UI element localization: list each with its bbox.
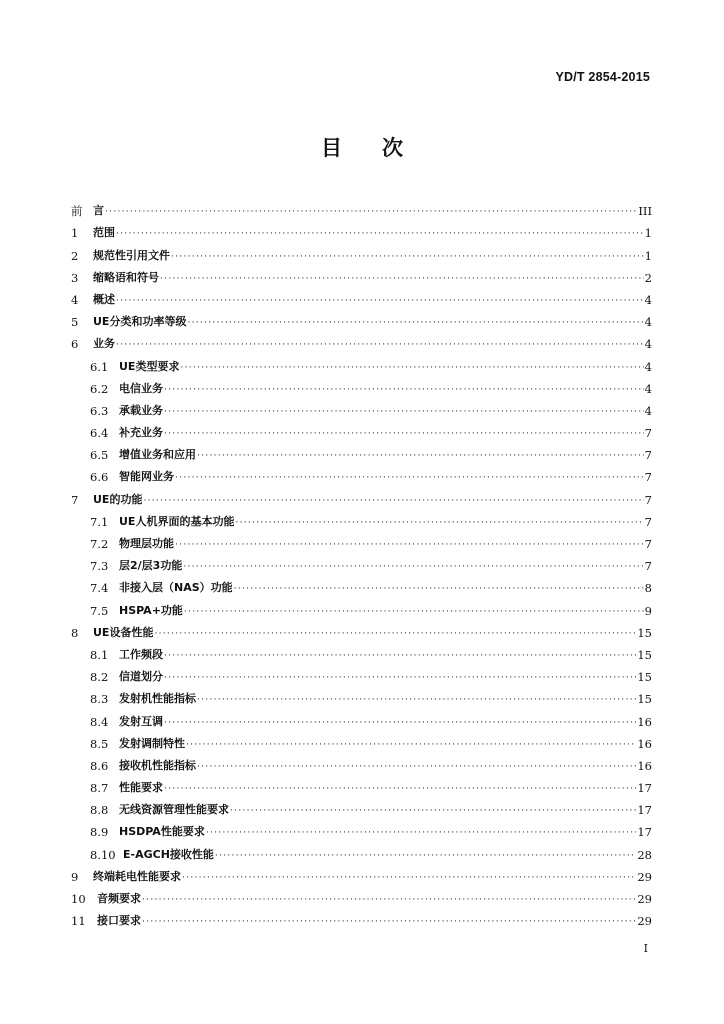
toc-entry-number: 8 [71, 625, 79, 640]
toc-entry-page: 7 [644, 514, 652, 529]
toc-dot-leader [160, 273, 644, 285]
page-title [0, 132, 724, 162]
toc-entry-title: 发射调制特性 [119, 736, 185, 750]
toc-dot-leader [175, 472, 644, 484]
toc-subentry[interactable] [71, 773, 652, 795]
toc-dot-leader [154, 628, 636, 640]
toc-entry-page: 2 [644, 270, 652, 285]
toc-entry-number: 7.4 [90, 581, 109, 596]
toc-entry-title: UE设备性能 [93, 625, 154, 639]
toc-entry-title: UE类型要求 [119, 359, 180, 373]
page-title-right: 次 [382, 136, 403, 160]
toc-entry-title: 业务 [93, 337, 115, 351]
toc-entry-page: 15 [637, 625, 652, 640]
toc-entry[interactable] [71, 285, 652, 307]
toc-dot-leader [197, 450, 644, 462]
toc-entry-page: 16 [637, 736, 652, 751]
toc-entry-title: 言 [93, 204, 104, 218]
toc-entry[interactable] [71, 329, 652, 351]
toc-entry-page: 7 [644, 559, 652, 574]
toc-dot-leader [164, 783, 636, 795]
toc-dot-leader [164, 650, 636, 662]
toc-entry-title: UE人机界面的基本功能 [119, 514, 235, 528]
toc-subentry[interactable] [71, 396, 652, 418]
toc-subentry[interactable] [71, 351, 652, 373]
toc-entry-number: 7.1 [90, 514, 109, 529]
toc-entry-number: 前 [71, 204, 83, 219]
toc-dot-leader [234, 583, 644, 595]
toc-subentry[interactable] [71, 751, 652, 773]
toc-entry-title: 电信业务 [119, 381, 163, 395]
toc-dot-leader [164, 428, 644, 440]
toc-entry-title: 信道划分 [119, 670, 163, 684]
toc-entry[interactable] [71, 884, 652, 906]
toc-dot-leader [143, 495, 643, 507]
page-title-left: 目 [321, 136, 342, 160]
toc-entry-number: 1 [71, 226, 79, 241]
toc-dot-leader [175, 539, 644, 551]
toc-entry-title: 工作频段 [119, 647, 163, 661]
toc-entry-number: 8.2 [90, 670, 109, 685]
toc-dot-leader [164, 384, 644, 396]
toc-entry-number: 7 [71, 492, 79, 507]
toc-subentry[interactable] [71, 729, 652, 751]
toc-dot-leader [187, 317, 643, 329]
toc-entry-number: 11 [71, 914, 86, 929]
toc-entry-page: 7 [644, 426, 652, 441]
toc-subentry[interactable] [71, 662, 652, 684]
toc-entry-title: 规范性引用文件 [93, 248, 170, 262]
toc-entry-page: 17 [637, 825, 652, 840]
toc-entry-number: 2 [71, 248, 79, 263]
toc-subentry[interactable] [71, 706, 652, 728]
toc-dot-leader [197, 694, 636, 706]
toc-dot-leader [184, 606, 644, 618]
page-number: I [643, 942, 648, 955]
toc-subentry[interactable] [71, 839, 652, 861]
toc-entry-number: 8.7 [90, 781, 109, 796]
toc-entry-title: 性能要求 [119, 781, 163, 795]
toc-entry-number: 8.10 [90, 847, 116, 862]
toc-entry[interactable] [71, 307, 652, 329]
toc-entry-number: 6.5 [90, 448, 109, 463]
toc-entry-number: 10 [71, 892, 86, 906]
toc-dot-leader [171, 251, 644, 263]
toc-entry-page: 8 [644, 581, 652, 596]
toc-dot-leader [116, 339, 644, 351]
toc-entry-page: 4 [644, 381, 652, 396]
toc-entry[interactable] [71, 240, 652, 262]
toc-entry-page: 4 [644, 403, 652, 418]
toc-dot-leader [105, 206, 637, 218]
toc-entry-title: UE的功能 [93, 492, 143, 506]
toc-entry-number: 5 [71, 315, 79, 330]
toc-entry-page: 16 [637, 714, 652, 729]
toc-entry-page: 29 [637, 892, 652, 906]
toc-entry-title: 承载业务 [119, 403, 163, 417]
toc-entry-number: 3 [71, 270, 79, 285]
toc-entry-title: 发射机性能指标 [119, 692, 196, 706]
toc-entry-page: 4 [644, 315, 652, 330]
toc-subentry[interactable] [71, 640, 652, 662]
toc-dot-leader [183, 561, 643, 573]
toc-dot-leader [180, 362, 643, 374]
toc-subentry[interactable] [71, 418, 652, 440]
toc-entry-page: 28 [637, 847, 652, 862]
toc-entry-page: 15 [637, 647, 652, 662]
toc-entry-number: 7.5 [90, 603, 109, 618]
toc-entry-page: 17 [637, 803, 652, 818]
toc-entry-number: 8.5 [90, 736, 109, 751]
toc-entry-page: 4 [644, 337, 652, 352]
toc-entry-title: 物理层功能 [119, 537, 174, 550]
toc-entry-page: 29 [637, 869, 652, 884]
toc-entry-title: 层2/层3功能 [119, 559, 183, 573]
toc-entry-number: 9 [71, 869, 79, 884]
toc-dot-leader [215, 850, 636, 862]
toc-entry-number: 6.1 [90, 359, 109, 374]
toc-entry-title: 非接入层（NAS）功能 [119, 581, 233, 595]
toc-entry-title: 概述 [93, 292, 115, 306]
toc-dot-leader [164, 406, 644, 418]
toc-entry-title: 智能网业务 [119, 470, 174, 484]
toc-entry-title: 范围 [93, 226, 115, 240]
toc-entry-page: 7 [644, 448, 652, 463]
toc-dot-leader [197, 761, 636, 773]
toc-entry-title: UE分类和功率等级 [93, 315, 187, 329]
toc-entry-page: 15 [637, 692, 652, 707]
toc-subentry[interactable] [71, 374, 652, 396]
toc-entry[interactable] [71, 862, 652, 884]
toc-entry[interactable] [71, 484, 652, 506]
toc-dot-leader [142, 894, 636, 906]
toc-entry-number: 6.6 [90, 470, 109, 485]
toc-entry-number: 8.1 [90, 647, 109, 662]
toc-subentry[interactable] [71, 507, 652, 529]
toc-subentry[interactable] [71, 551, 652, 573]
toc-entry-title: 接收机性能指标 [119, 758, 196, 772]
toc-subentry[interactable] [71, 529, 652, 551]
toc-entry-page: 4 [644, 359, 652, 374]
toc-entry-title: 补充业务 [119, 426, 163, 440]
toc-entry[interactable] [71, 263, 652, 285]
toc-dot-leader [116, 228, 644, 240]
toc-entry-page: 7 [644, 537, 652, 551]
table-of-contents [71, 196, 652, 928]
toc-entry-number: 6.4 [90, 426, 109, 441]
toc-entry[interactable] [71, 618, 652, 640]
toc-entry-number: 7.3 [90, 559, 109, 574]
toc-dot-leader [186, 739, 636, 751]
toc-entry[interactable] [71, 218, 652, 240]
toc-entry-page: III [638, 204, 652, 219]
toc-entry-title: 发射互调 [119, 714, 163, 728]
toc-subentry[interactable] [71, 462, 652, 484]
toc-entry-page: 29 [637, 914, 652, 929]
toc-subentry[interactable] [71, 684, 652, 706]
toc-dot-leader [182, 872, 636, 884]
toc-entry-number: 8.8 [90, 803, 109, 818]
toc-entry-title: 增值业务和应用 [119, 448, 196, 462]
toc-entry-page: 15 [637, 670, 652, 685]
toc-entry-title: 音频要求 [97, 892, 141, 905]
toc-entry-page: 9 [644, 603, 652, 618]
toc-entry-number: 8.3 [90, 692, 109, 707]
toc-dot-leader [116, 295, 644, 307]
toc-entry-title: 缩略语和符号 [93, 270, 159, 284]
toc-entry[interactable] [71, 906, 652, 928]
toc-entry-title: E-AGCH接收性能 [123, 847, 214, 861]
toc-entry-title: HSPA+功能 [119, 603, 183, 617]
toc-dot-leader [142, 916, 636, 928]
toc-entry-number: 6.2 [90, 381, 109, 396]
toc-entry-number: 7.2 [90, 537, 109, 551]
toc-entry-title: HSDPA性能要求 [119, 825, 205, 839]
toc-entry-page: 4 [644, 292, 652, 307]
toc-entry-number: 8.4 [90, 714, 109, 729]
toc-entry-number: 6 [71, 337, 79, 352]
toc-entry-title: 接口要求 [97, 914, 141, 928]
toc-entry-number: 4 [71, 292, 79, 307]
toc-entry-number: 8.9 [90, 825, 109, 840]
toc-dot-leader [206, 827, 637, 839]
toc-subentry[interactable] [71, 817, 652, 839]
toc-entry-page: 1 [644, 248, 652, 263]
toc-dot-leader [235, 517, 643, 529]
toc-subentry[interactable] [71, 595, 652, 617]
toc-entry-page: 7 [644, 470, 652, 485]
toc-dot-leader [164, 672, 636, 684]
toc-entry[interactable] [71, 196, 652, 218]
toc-subentry[interactable] [71, 440, 652, 462]
toc-entry-number: 8.6 [90, 758, 109, 773]
toc-entry-page: 16 [637, 758, 652, 773]
standard-code: YD/T 2854-2015 [555, 70, 650, 84]
toc-entry-page: 1 [644, 226, 652, 241]
toc-entry-title: 终端耗电性能要求 [93, 869, 181, 883]
toc-subentry[interactable] [71, 795, 652, 817]
toc-entry-page: 17 [637, 781, 652, 796]
toc-entry-number: 6.3 [90, 403, 109, 418]
toc-subentry[interactable] [71, 573, 652, 595]
toc-dot-leader [230, 805, 636, 817]
toc-dot-leader [164, 717, 636, 729]
toc-entry-page: 7 [644, 492, 652, 507]
toc-entry-title: 无线资源管理性能要求 [119, 803, 229, 817]
